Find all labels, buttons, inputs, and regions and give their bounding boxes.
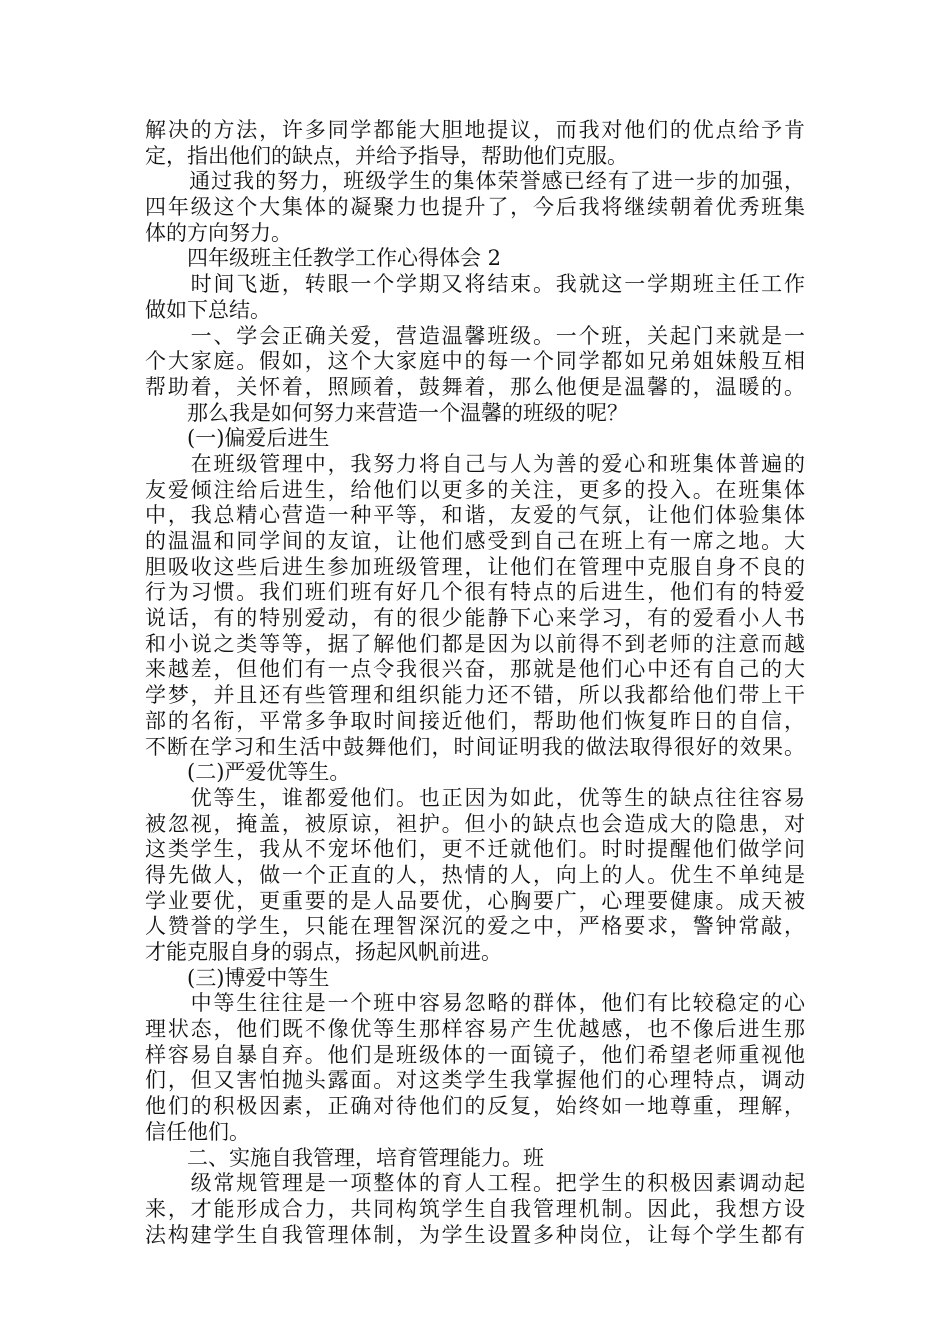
text-line: 解决的方法，许多同学都能大胆地提议，而我对他们的优点给予肯 [145,118,805,142]
text-line: 理状态，他们既不像优等生那样容易产生优越感，也不像后进生那 [145,1017,805,1042]
text-line: 人赞誉的学生，只能在理智深沉的爱之中，严格要求，警钟常敲， [145,914,805,939]
text-line: 个大家庭。假如，这个大家庭中的每一个同学都如兄弟姐妹般互相 [145,349,805,374]
text-line: (三)博爱中等生 [145,965,330,990]
text-line: 被忽视，掩盖，被原谅，袒护。但小的缺点也会造成大的隐患，对 [145,811,805,836]
text-line: 定，指出他们的缺点，并给予指导，帮助他们克服。 [145,143,628,168]
text-line: 中等生往往是一个班中容易忽略的群体，他们有比较稳定的心 [145,991,805,1016]
text-line: 中，我总精心营造一种平等，和谐，友爱的气氛，让他们体验集体 [145,503,805,528]
text-line: 和小说之类等等，据了解他们都是因为以前得不到老师的注意而越 [145,631,805,656]
text-line: 级常规管理是一项整体的育人工程。把学生的积极因素调动起 [145,1171,805,1196]
text-line: 胆吸收这些后进生参加班级管理，让他们在管理中克服自身不良的 [145,554,805,579]
text-line: 得先做人，做一个正直的人，热情的人，向上的人。优生不单纯是 [145,862,805,887]
text-line: 在班级管理中，我努力将自己与人为善的爱心和班集体普遍的 [145,451,805,476]
text-line: 时间飞逝，转眼一个学期又将结束。我就这一学期班主任工作 [145,272,805,297]
text-line: 说话，有的特别爱动，有的很少能静下心来学习，有的爱看小人书 [145,606,805,631]
text-line: 学梦，并且还有些管理和组织能力还不错，所以我都给他们带上干 [145,683,805,708]
text-line: 四年级班主任教学工作心得体会 2 [145,246,502,271]
text-line: 法构建学生自我管理体制，为学生设置多种岗位，让每个学生都有 [145,1222,805,1247]
text-line: 学业要优，更重要的是人品要优，心胸要广，心理要健康。成天被 [145,888,805,913]
text-line: 们，但又害怕抛头露面。对这类学生我掌握他们的心理特点，调动 [145,1068,805,1093]
text-line: 那么我是如何努力来营造一个温馨的班级的呢？ [145,400,628,425]
text-line: 这类学生，我从不宠坏他们，更不迁就他们。时时提醒他们做学问 [145,837,805,862]
text-line: 帮助着，关怀着，照顾着，鼓舞着，那么他便是温馨的，温暖的。 [145,374,805,399]
text-line: 的温温和同学间的友谊，让他们感受到自己在班上有一席之地。大 [145,529,805,553]
text-line: 一、学会正确关爱，营造温馨班级。一个班，关起门来就是一 [145,323,805,348]
text-line: (一)偏爱后进生 [145,426,330,451]
text-line: (二)严爱优等生。 [145,760,351,785]
text-line: 体的方向努力。 [145,220,292,245]
text-line: 他们的积极因素，正确对待他们的反复，始终如一地尊重，理解， [145,1094,805,1119]
text-line: 样容易自暴自弃。他们是班级体的一面镜子，他们希望老师重视他 [145,1042,805,1067]
text-line: 才能克服自身的弱点，扬起风帆前进。 [145,940,502,964]
text-line: 友爱倾注给后进生，给他们以更多的关注，更多的投入。在班集体 [145,477,805,502]
text-line: 做如下总结。 [145,297,271,322]
text-line: 部的名衔，平常多争取时间接近他们，帮助他们恢复昨日的自信， [145,708,805,733]
text-line: 四年级这个大集体的凝聚力也提升了，今后我将继续朝着优秀班集 [145,195,805,220]
text-line: 来越差，但他们有一点令我很兴奋，那就是他们心中还有自己的大 [145,657,805,682]
text-line: 信任他们。 [145,1119,250,1144]
text-line: 二、实施自我管理，培育管理能力。班 [145,1145,544,1170]
text-line: 来，才能形成合力，共同构筑学生自我管理机制。因此，我想方设 [145,1196,805,1221]
text-line: 不断在学习和生活中鼓舞他们，时间证明我的做法取得很好的效果。 [145,734,805,759]
text-line: 行为习惯。我们班们班有好几个很有特点的后进生，他们有的特爱 [145,580,805,605]
text-line: 通过我的努力，班级学生的集体荣誉感已经有了进一步的加强， [145,169,805,194]
text-line: 优等生，谁都爱他们。也正因为如此，优等生的缺点往往容易 [145,785,805,810]
document-body [145,118,805,1248]
